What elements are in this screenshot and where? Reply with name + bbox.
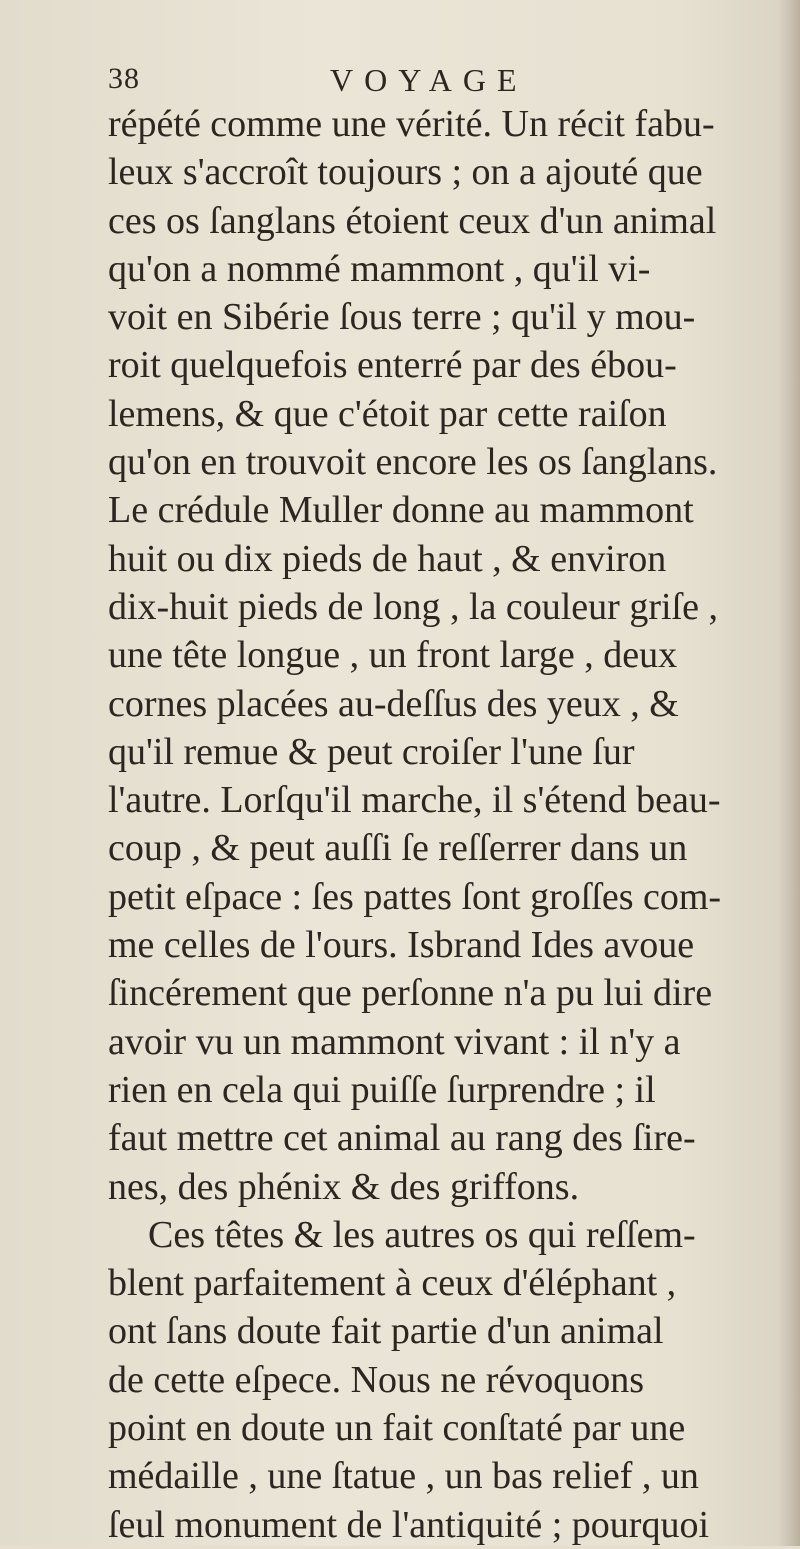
running-head: VOYAGE	[330, 62, 528, 98]
text-line: médaille , une ſtatue , un bas relief , un	[108, 1455, 699, 1498]
text-line: ont ſans doute fait partie d'un animal	[108, 1310, 664, 1353]
text-line: huit ou dix pieds de haut , & environ	[108, 537, 667, 580]
text-line: qu'on a nommé mammont , qu'il vi-	[108, 247, 651, 290]
text-line: de cette eſpece. Nous ne révoquons	[108, 1358, 645, 1401]
text-line: cornes placées au-deſſus des yeux , &	[108, 682, 679, 725]
text-line: une tête longue , un front large , deux	[108, 634, 678, 677]
text-line: ſeul monument de l'antiquité ; pourquoi	[108, 1503, 710, 1546]
text-line: rien en cela qui puiſſe ſurprendre ; il	[108, 1068, 656, 1111]
body-text	[108, 100, 788, 1549]
text-line: me celles de l'ours. Isbrand Ides avoue	[108, 924, 695, 967]
text-line: ſincérement que perſonne n'a pu lui dire	[108, 972, 713, 1015]
text-line: qu'il remue & peut croiſer l'une ſur	[108, 730, 635, 773]
paragraph-first-line: Ces têtes & les autres os qui reſſem-	[148, 1213, 696, 1256]
text-line: Le crédule Muller donne au mammont	[108, 489, 694, 532]
text-line: l'autre. Lorſqu'il marche, il s'étend beau-	[108, 779, 721, 822]
text-line: roit quelquefois enterré par des ébou-	[108, 344, 677, 387]
text-line: coup , & peut auſſi ſe reſſerrer dans un	[108, 827, 688, 870]
page-header	[108, 62, 768, 102]
text-line: ces os ſanglans étoient ceux d'un animal	[108, 199, 717, 242]
page-number: 38	[108, 62, 140, 95]
text-line: nes, des phénix & des griffons.	[108, 1165, 580, 1208]
text-line: leux s'accroît toujours ; on a ajouté que	[108, 151, 703, 194]
text-line: qu'on en trouvoit encore les os ſanglans.	[108, 441, 718, 484]
text-line: voit en Sibérie ſous terre ; qu'il y mou-	[108, 296, 696, 339]
text-line: faut mettre cet animal au rang des ſire-	[108, 1117, 696, 1160]
text-line: petit eſpace : ſes pattes ſont groſſes com-	[108, 875, 722, 918]
text-line: répété comme une vérité. Un récit fabu-	[108, 103, 715, 145]
text-line: lemens, & que c'étoit par cette raiſon	[108, 392, 667, 435]
text-line: dix-huit pieds de long , la couleur griſe ,	[108, 585, 718, 628]
text-line: blent parfaitement à ceux d'éléphant ,	[108, 1262, 677, 1305]
text-line: point en doute un fait conſtaté par une	[108, 1407, 686, 1450]
text-line: avoir vu un mammont vivant : il n'y a	[108, 1020, 681, 1063]
